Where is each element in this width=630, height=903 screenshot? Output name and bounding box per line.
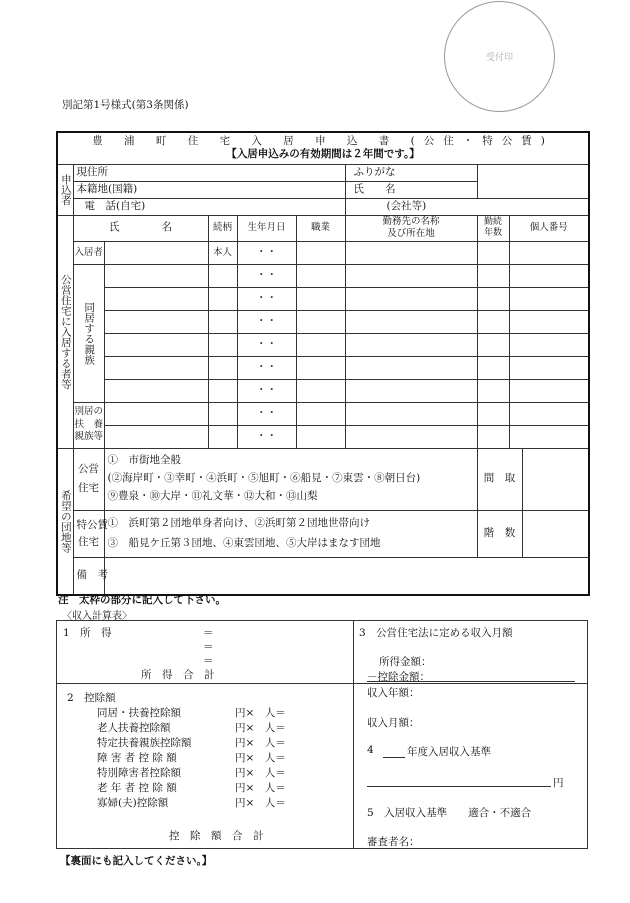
header-occupation: 職業 (296, 215, 345, 241)
madori-field[interactable] (523, 449, 589, 510)
year-underline[interactable] (383, 757, 405, 758)
domicile-field[interactable] (73, 181, 345, 198)
deduction-4: 特別障害者控除額 (97, 767, 181, 779)
phone-field[interactable] (73, 198, 345, 215)
reviewer-label: 審査者名： (367, 836, 420, 848)
residents-label: 公営住宅に入居する者等 (57, 215, 73, 448)
table-row (57, 402, 589, 425)
family-label: 同居する親族 (73, 264, 104, 402)
workplace-cell[interactable] (345, 310, 477, 333)
table-row (57, 287, 589, 310)
wish-label: 希望の団地等 (57, 448, 73, 595)
yen-label: 円 (553, 777, 564, 789)
workplace-cell[interactable] (345, 379, 477, 402)
application-table (56, 131, 590, 596)
deduction-6: 寡婦(夫)控除額 (97, 797, 169, 809)
header-workplace-l2: 及び所在地 (387, 228, 435, 239)
birthdate-cell[interactable]: ・・ (237, 402, 296, 425)
domicile-label: 本籍地(国籍) (76, 182, 138, 195)
table-row (57, 241, 589, 264)
mynumber-cell[interactable] (509, 402, 589, 425)
occupation-cell[interactable] (296, 264, 345, 287)
madori-cell (477, 448, 589, 510)
occupation-cell[interactable] (296, 310, 345, 333)
name-label: 氏 名 (345, 181, 477, 198)
table-row (57, 310, 589, 333)
special-option-1: ① 浜町第２団地単身者向け、②浜町第２団地世帯向け (107, 516, 370, 529)
special-label-l1: 特公賃 (76, 518, 108, 531)
name-cell[interactable] (104, 241, 208, 264)
table-row (57, 379, 589, 402)
form-label: 別記第1号様式(第3条関係) (62, 99, 189, 111)
company-label: (会社等) (386, 199, 427, 212)
birthdate-cell[interactable]: ・・ (237, 425, 296, 448)
relation-cell[interactable] (208, 333, 237, 356)
item4-label: 年度入居収入基準 (407, 746, 491, 758)
floors-label: 階 数 (478, 511, 523, 557)
relation-cell[interactable] (208, 356, 237, 379)
deduction-0: 同居・扶養控除額 (97, 707, 181, 719)
birthdate-cell[interactable]: ・・ (237, 356, 296, 379)
remarks-label: 備 考 (73, 557, 104, 595)
name-cell[interactable] (104, 310, 208, 333)
unit-5: 円× 人＝ (235, 782, 286, 794)
unit-1: 円× 人＝ (235, 722, 286, 734)
workplace-cell[interactable] (345, 356, 477, 379)
furigana-label: ふりがな (345, 164, 477, 181)
unit-2: 円× 人＝ (235, 737, 286, 749)
income-amount-label: 所得金額： (379, 656, 432, 668)
self-label: 入居者 (73, 241, 104, 264)
relation-cell[interactable] (208, 310, 237, 333)
birthdate-cell[interactable]: ・・ (237, 264, 296, 287)
deduction-1: 老人扶養控除額 (97, 722, 171, 734)
years-cell[interactable] (477, 356, 509, 379)
public-housing-options[interactable] (104, 448, 477, 510)
relation-cell: 本人 (208, 241, 237, 264)
special-option-2: ③ 船見ケ丘第３団地、④東雲団地、⑤大岸はまなす団地 (107, 536, 381, 549)
table-row (57, 425, 589, 448)
footer-note: 【裏面にも記入してください。】 (60, 855, 213, 867)
header-relation: 続柄 (208, 215, 237, 241)
public-label-l1: 公営 (78, 463, 99, 476)
name-cell[interactable] (104, 287, 208, 310)
eq-1: ＝ (203, 627, 214, 639)
item5-label: 5 入居収入基準 適合・不適合 (367, 807, 532, 819)
income-total-label: 所 得 合 計 (141, 669, 215, 681)
occupation-cell[interactable] (296, 402, 345, 425)
item2-label: 2 控除額 (67, 692, 116, 704)
income-table-label: 〈収入計算表〉 (62, 611, 132, 622)
special-housing-options[interactable] (104, 510, 477, 557)
birthdate-cell[interactable]: ・・ (237, 310, 296, 333)
header-name: 氏 名 (73, 215, 208, 241)
support-label-l3: 親族等 (74, 431, 104, 443)
address-label: 現住所 (76, 165, 108, 178)
mynumber-cell[interactable] (509, 287, 589, 310)
deduction-total-label: 控 除 額 合 計 (169, 830, 264, 842)
mynumber-cell[interactable] (509, 310, 589, 333)
public-option-2: (②海岸町・③幸町・④浜町・⑤旭町・⑥船見・⑦東雲・⑧朝日台) (107, 472, 421, 485)
page-title: 豊 浦 町 住 宅 入 居 申 込 書 (公住・特公賃) (92, 135, 554, 148)
years-cell[interactable] (477, 241, 509, 264)
company-phone-field[interactable] (345, 198, 589, 215)
occupation-cell[interactable] (296, 287, 345, 310)
deduction-amount-label: －控除金額： (367, 671, 430, 683)
mynumber-cell[interactable] (509, 333, 589, 356)
occupation-cell[interactable] (296, 379, 345, 402)
unit-0: 円× 人＝ (235, 707, 286, 719)
header-years-l1: 勤続 (483, 216, 502, 227)
special-housing-label (73, 510, 108, 557)
workplace-cell[interactable] (345, 264, 477, 287)
years-cell[interactable] (477, 379, 509, 402)
occupation-cell[interactable] (296, 333, 345, 356)
item4-number: 4 (367, 744, 374, 756)
applicant-label: 申込者 (57, 164, 73, 215)
workplace-cell[interactable] (345, 241, 477, 264)
public-option-3: ⑨豊泉・⑩大岸・⑪礼文華・⑫大和・⑬山梨 (107, 489, 318, 502)
unit-3: 円× 人＝ (235, 752, 286, 764)
years-cell[interactable] (477, 264, 509, 287)
public-housing-label (73, 448, 104, 510)
income-left-divider (57, 683, 353, 684)
occupation-cell[interactable] (296, 241, 345, 264)
mynumber-cell[interactable] (509, 241, 589, 264)
title-cell (57, 132, 589, 164)
standard-underline[interactable] (367, 786, 551, 787)
workplace-cell[interactable] (345, 402, 477, 425)
income-calculation-table (56, 620, 588, 849)
seal-label: 受付印 (485, 53, 513, 63)
name-cell[interactable] (104, 379, 208, 402)
madori-label: 間 取 (478, 449, 523, 510)
mynumber-cell[interactable] (509, 356, 589, 379)
table-row (57, 333, 589, 356)
relation-cell[interactable] (208, 379, 237, 402)
workplace-cell[interactable] (345, 287, 477, 310)
name-cell[interactable] (104, 356, 208, 379)
validity-subtitle: 【入居申込みの有効期間は２年間です。】 (226, 148, 420, 161)
birthdate-cell[interactable]: ・・ (237, 379, 296, 402)
occupation-cell[interactable] (296, 425, 345, 448)
occupation-cell[interactable] (296, 356, 345, 379)
floors-field[interactable] (523, 511, 589, 557)
header-years-l2: 年数 (483, 228, 502, 238)
support-label (73, 402, 104, 448)
header-workplace (345, 215, 477, 241)
remarks-field[interactable] (104, 557, 589, 595)
name-field[interactable] (477, 164, 589, 198)
birthdate-cell[interactable]: ・・ (237, 287, 296, 310)
public-label-l2: 住宅 (78, 482, 99, 494)
relation-cell[interactable] (208, 402, 237, 425)
deduction-underline (367, 681, 575, 682)
floors-cell (477, 510, 589, 557)
support-label-l1: 別居の (74, 405, 104, 417)
workplace-cell[interactable] (345, 425, 477, 448)
deduction-5: 老 年 者 控 除 額 (97, 782, 177, 794)
phone-label: 電 話(自宅) (84, 199, 146, 212)
header-birthdate: 生年月日 (237, 215, 296, 241)
mynumber-cell[interactable] (509, 379, 589, 402)
relation-cell[interactable] (208, 264, 237, 287)
name-cell[interactable] (104, 264, 208, 287)
item1-label: 1 所 得 (63, 627, 112, 639)
relation-cell[interactable] (208, 425, 237, 448)
reception-seal (444, 1, 555, 112)
birthdate-cell[interactable]: ・・ (237, 333, 296, 356)
mynumber-cell[interactable] (509, 264, 589, 287)
table-row (57, 264, 589, 287)
table-row (57, 356, 589, 379)
name-cell[interactable] (104, 425, 208, 448)
header-workplace-l1: 勤務先の名称 (382, 216, 440, 228)
note-text: 注 太枠の部分に記入して下さい。 (58, 594, 226, 606)
eq-2: ＝ (203, 641, 214, 653)
header-years (477, 215, 509, 241)
years-cell[interactable] (477, 425, 509, 448)
relation-cell[interactable] (208, 287, 237, 310)
item3-label: 3 公営住宅法に定める収入月額 (359, 627, 513, 639)
years-cell[interactable] (477, 402, 509, 425)
deduction-3: 障 害 者 控 除 額 (97, 752, 177, 764)
special-label-l2: 住宅 (78, 535, 99, 548)
eq-3: ＝ (203, 655, 214, 667)
deduction-2: 特定扶養親族控除額 (97, 737, 192, 749)
workplace-cell[interactable] (345, 333, 477, 356)
address-field[interactable] (73, 164, 345, 181)
support-label-l2: 扶 養 (74, 418, 104, 430)
unit-6: 円× 人＝ (235, 797, 286, 809)
years-cell[interactable] (477, 310, 509, 333)
birthdate-cell[interactable]: ・・ (237, 241, 296, 264)
years-cell[interactable] (477, 287, 509, 310)
mynumber-cell[interactable] (509, 425, 589, 448)
annual-income-label: 収入年額： (367, 687, 420, 699)
name-cell[interactable] (104, 402, 208, 425)
public-option-1: ① 市街地全般 (107, 454, 181, 467)
unit-4: 円× 人＝ (235, 767, 286, 779)
header-mynumber: 個人番号 (509, 215, 589, 241)
years-cell[interactable] (477, 333, 509, 356)
monthly-income-label: 収入月額： (367, 717, 420, 729)
name-cell[interactable] (104, 333, 208, 356)
